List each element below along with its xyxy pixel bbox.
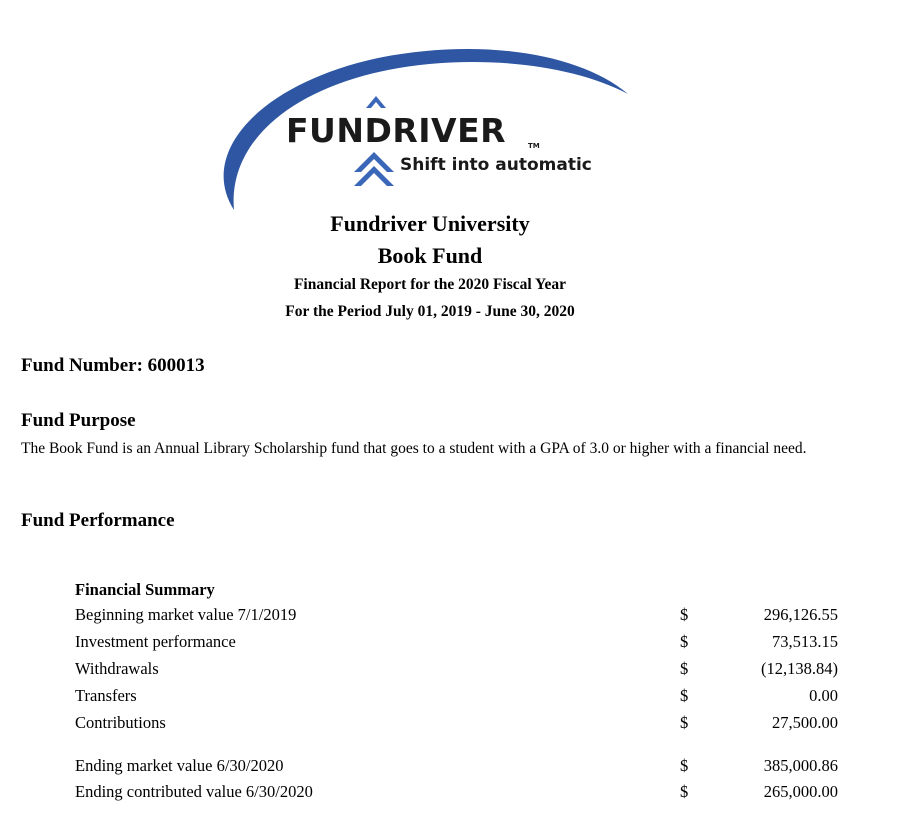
summary-total-row bbox=[0, 782, 903, 804]
fundriver-logo bbox=[218, 44, 638, 212]
summary-total-row bbox=[0, 756, 903, 778]
summary-total-label: Ending contributed value 6/30/2020 bbox=[75, 782, 313, 801]
fund-purpose-heading: Fund Purpose bbox=[21, 410, 136, 431]
summary-row-label: Investment performance bbox=[75, 632, 236, 651]
summary-total-currency: $ bbox=[680, 756, 689, 775]
summary-row-currency: $ bbox=[680, 659, 689, 678]
fund-number: Fund Number: 600013 bbox=[21, 355, 205, 376]
summary-row-currency: $ bbox=[680, 713, 689, 732]
summary-row-label: Beginning market value 7/1/2019 bbox=[75, 605, 297, 624]
summary-row-amount: 73,513.15 bbox=[772, 632, 838, 651]
summary-row bbox=[0, 659, 903, 681]
summary-row-label: Contributions bbox=[75, 713, 166, 732]
logo-tagline: Shift into automatic bbox=[400, 155, 592, 175]
summary-row-amount: 27,500.00 bbox=[772, 713, 838, 732]
summary-row-amount: 296,126.55 bbox=[763, 605, 838, 624]
logo-trademark: TM bbox=[528, 142, 540, 150]
summary-row bbox=[0, 605, 903, 627]
summary-row-amount: (12,138.84) bbox=[761, 659, 838, 678]
report-title: Financial Report for the 2020 Fiscal Year bbox=[293, 276, 567, 293]
summary-row bbox=[0, 686, 903, 708]
summary-row bbox=[0, 713, 903, 735]
summary-row-currency: $ bbox=[680, 605, 689, 624]
summary-total-currency: $ bbox=[680, 782, 689, 801]
chevron-up-icon bbox=[366, 96, 386, 108]
summary-row-amount: 0.00 bbox=[809, 686, 838, 705]
summary-row-currency: $ bbox=[680, 686, 689, 705]
fund-performance-heading: Fund Performance bbox=[21, 510, 175, 531]
logo-wordmark: FUNDRIVER bbox=[286, 111, 507, 150]
summary-row-label: Transfers bbox=[75, 686, 137, 705]
financial-summary-title: Financial Summary bbox=[75, 580, 215, 599]
summary-total-amount: 265,000.00 bbox=[763, 782, 838, 801]
summary-total-amount: 385,000.86 bbox=[763, 756, 838, 775]
fund-purpose-text: The Book Fund is an Annual Library Scholarship fund that goes to a student with a GPA of 3.0 or higher with a financial need. bbox=[21, 440, 807, 457]
summary-row-label: Withdrawals bbox=[75, 659, 159, 678]
summary-row bbox=[0, 632, 903, 654]
summary-total-label: Ending market value 6/30/2020 bbox=[75, 756, 284, 775]
summary-row-currency: $ bbox=[680, 632, 689, 651]
fund-title: Book Fund bbox=[377, 243, 483, 268]
university-title: Fundriver University bbox=[330, 211, 530, 236]
report-period: For the Period July 01, 2019 - June 30, 2020 bbox=[285, 303, 575, 320]
